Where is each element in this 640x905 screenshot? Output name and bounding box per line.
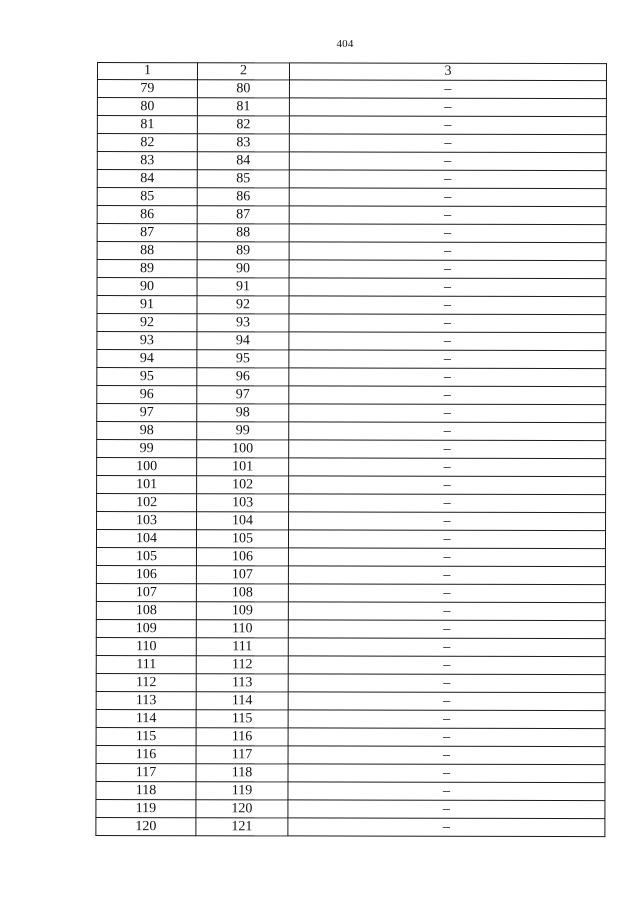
table-row — [96, 817, 605, 836]
table-cell-col-2: 115 — [196, 710, 288, 728]
table-cell-col-3: – — [289, 422, 606, 441]
table-cell-col-2: 117 — [196, 746, 288, 764]
table-cell-col-2: 97 — [197, 386, 289, 404]
column-header-1: 1 — [97, 63, 197, 80]
table-row — [96, 673, 605, 692]
table-cell-col-3: – — [289, 368, 606, 387]
table-cell-col-1: 95 — [97, 368, 197, 386]
table-cell-col-1: 91 — [97, 296, 197, 314]
table-cell-col-1: 81 — [97, 116, 197, 134]
table-cell-col-3: – — [289, 314, 606, 333]
table-cell-col-1: 112 — [96, 673, 196, 691]
table-cell-col-1: 110 — [96, 637, 196, 655]
table-row — [97, 224, 606, 243]
table-cell-col-2: 108 — [196, 584, 288, 602]
table-cell-col-1: 89 — [97, 260, 197, 278]
table-cell-col-3: – — [288, 692, 605, 711]
table-cell-col-1: 84 — [97, 170, 197, 188]
table-row — [97, 404, 606, 423]
table-cell-col-1: 116 — [96, 745, 196, 763]
table-row — [97, 440, 606, 459]
table-row — [97, 494, 606, 513]
table-cell-col-1: 108 — [96, 601, 196, 619]
table-cell-col-1: 96 — [97, 386, 197, 404]
table-row — [97, 98, 606, 117]
table-row — [96, 637, 605, 656]
table-cell-col-3: – — [288, 656, 605, 675]
table-row — [97, 152, 606, 171]
table-cell-col-1: 103 — [97, 512, 197, 530]
table-row — [96, 601, 605, 620]
table-cell-col-3: – — [288, 530, 605, 549]
table-cell-col-2: 119 — [196, 782, 288, 800]
table-cell-col-3: – — [289, 224, 606, 243]
table-cell-col-2: 96 — [197, 368, 289, 386]
table-cell-col-2: 107 — [196, 566, 288, 584]
table-cell-col-2: 109 — [196, 602, 288, 620]
table-row — [96, 691, 605, 710]
table-cell-col-3: – — [289, 152, 606, 171]
table-cell-col-1: 102 — [97, 494, 197, 512]
table-cell-col-3: – — [289, 188, 606, 207]
table-row — [96, 727, 605, 746]
table-cell-col-2: 102 — [197, 476, 289, 494]
table-cell-col-1: 82 — [97, 134, 197, 152]
table-row — [96, 781, 605, 800]
data-table — [95, 62, 607, 837]
table-cell-col-2: 91 — [197, 278, 289, 296]
table-row — [97, 296, 606, 315]
table-cell-col-2: 106 — [196, 548, 288, 566]
table-cell-col-3: – — [289, 350, 606, 369]
table-body — [96, 80, 607, 837]
table-row — [97, 476, 606, 495]
table-row — [96, 763, 605, 782]
table-cell-col-3: – — [289, 170, 606, 189]
table-cell-col-3: – — [289, 134, 606, 153]
table-cell-col-2: 114 — [196, 692, 288, 710]
table-row — [96, 655, 605, 674]
table-cell-col-2: 121 — [196, 818, 288, 836]
table-cell-col-2: 82 — [197, 116, 289, 134]
table-cell-col-1: 98 — [97, 422, 197, 440]
table-cell-col-1: 113 — [96, 691, 196, 709]
table-cell-col-2: 89 — [197, 242, 289, 260]
table-cell-col-1: 118 — [96, 781, 196, 799]
table-cell-col-2: 104 — [197, 512, 289, 530]
table-cell-col-3: – — [288, 566, 605, 585]
table-cell-col-3: – — [289, 80, 606, 99]
table-cell-col-3: – — [288, 800, 605, 819]
table-cell-col-2: 98 — [197, 404, 289, 422]
table-row — [96, 548, 605, 567]
table-cell-col-2: 92 — [197, 296, 289, 314]
table-row — [97, 350, 606, 369]
table-cell-col-3: – — [288, 674, 605, 693]
table-cell-col-2: 101 — [197, 458, 289, 476]
table-cell-col-2: 86 — [197, 188, 289, 206]
table-cell-col-3: – — [288, 746, 605, 765]
table-row — [96, 565, 605, 584]
table-cell-col-1: 115 — [96, 727, 196, 745]
column-header-3: 3 — [289, 63, 606, 81]
table-cell-col-3: – — [288, 638, 605, 657]
table-cell-col-1: 79 — [97, 80, 197, 98]
table-row — [97, 314, 606, 333]
table-row — [96, 799, 605, 818]
table-cell-col-1: 114 — [96, 709, 196, 727]
table-row — [97, 242, 606, 261]
table-row — [97, 386, 606, 405]
table-cell-col-2: 105 — [196, 530, 288, 548]
table-cell-col-1: 117 — [96, 763, 196, 781]
table-cell-col-1: 120 — [96, 817, 196, 835]
table-row — [97, 116, 606, 135]
table-cell-col-2: 118 — [196, 764, 288, 782]
table-cell-col-3: – — [289, 278, 606, 297]
table-row — [96, 583, 605, 602]
table-cell-col-2: 99 — [197, 422, 289, 440]
table-cell-col-3: – — [289, 98, 606, 117]
table-cell-col-3: – — [289, 386, 606, 405]
table-cell-col-2: 93 — [197, 314, 289, 332]
table-row — [97, 422, 606, 441]
table-cell-col-1: 86 — [97, 206, 197, 224]
table-cell-col-3: – — [289, 332, 606, 351]
table-row — [97, 278, 606, 297]
table-cell-col-1: 88 — [97, 242, 197, 260]
table-row — [97, 512, 606, 531]
table-cell-col-3: – — [288, 764, 605, 783]
table-cell-col-1: 101 — [97, 476, 197, 494]
table-cell-col-2: 100 — [197, 440, 289, 458]
table-cell-col-3: – — [289, 260, 606, 279]
table-header — [97, 63, 606, 81]
table-cell-col-3: – — [289, 494, 606, 513]
table-cell-col-1: 83 — [97, 152, 197, 170]
table-cell-col-3: – — [288, 710, 605, 729]
table-cell-col-1: 80 — [97, 98, 197, 116]
table-cell-col-1: 119 — [96, 799, 196, 817]
table-cell-col-2: 110 — [196, 620, 288, 638]
table-cell-col-3: – — [289, 440, 606, 459]
table-cell-col-3: – — [288, 818, 605, 837]
table-cell-col-2: 84 — [197, 152, 289, 170]
table-cell-col-3: – — [289, 512, 606, 531]
table-cell-col-1: 111 — [96, 655, 196, 673]
column-header-2: 2 — [197, 63, 289, 80]
table-cell-col-1: 97 — [97, 404, 197, 422]
table-cell-col-2: 95 — [197, 350, 289, 368]
table-cell-col-1: 106 — [96, 565, 196, 583]
table-cell-col-2: 87 — [197, 206, 289, 224]
table-cell-col-2: 94 — [197, 332, 289, 350]
table-cell-col-1: 90 — [97, 278, 197, 296]
table-cell-col-2: 111 — [196, 638, 288, 656]
table-row — [97, 260, 606, 279]
table-cell-col-1: 94 — [97, 350, 197, 368]
table-row — [97, 368, 606, 387]
table-cell-col-2: 80 — [197, 80, 289, 98]
table-cell-col-2: 112 — [196, 656, 288, 674]
table-cell-col-3: – — [288, 782, 605, 801]
table-cell-col-1: 87 — [97, 224, 197, 242]
table-row — [97, 458, 606, 477]
table-cell-col-1: 107 — [96, 583, 196, 601]
table-cell-col-1: 100 — [97, 458, 197, 476]
table-row — [97, 170, 606, 189]
table-cell-col-3: – — [288, 620, 605, 639]
table-cell-col-3: – — [289, 476, 606, 495]
table-cell-col-3: – — [288, 548, 605, 567]
table-row — [96, 619, 605, 638]
table-cell-col-3: – — [288, 602, 605, 621]
table-cell-col-2: 81 — [197, 98, 289, 116]
table-cell-col-1: 109 — [96, 619, 196, 637]
table-cell-col-3: – — [288, 584, 605, 603]
table-row — [96, 709, 605, 728]
table-cell-col-3: – — [289, 206, 606, 225]
table-cell-col-1: 85 — [97, 188, 197, 206]
table-cell-col-2: 85 — [197, 170, 289, 188]
table-cell-col-1: 104 — [96, 530, 196, 548]
table-row — [96, 745, 605, 764]
table-cell-col-2: 120 — [196, 800, 288, 818]
table-cell-col-1: 92 — [97, 314, 197, 332]
table-cell-col-1: 105 — [96, 548, 196, 566]
table-cell-col-2: 116 — [196, 728, 288, 746]
table-cell-col-2: 103 — [197, 494, 289, 512]
header-row — [97, 63, 606, 81]
page-number: 404 — [336, 38, 354, 50]
table-cell-col-3: – — [289, 458, 606, 477]
table-cell-col-2: 90 — [197, 260, 289, 278]
table-cell-col-3: – — [289, 296, 606, 315]
table-cell-col-2: 83 — [197, 134, 289, 152]
table-row — [97, 188, 606, 207]
table-cell-col-3: – — [289, 116, 606, 135]
table-cell-col-1: 93 — [97, 332, 197, 350]
table-row — [97, 80, 606, 99]
table-cell-col-3: – — [289, 242, 606, 261]
table-row — [97, 332, 606, 351]
table-cell-col-2: 113 — [196, 674, 288, 692]
table-cell-col-2: 88 — [197, 224, 289, 242]
table-row — [96, 530, 605, 549]
table-row — [97, 206, 606, 225]
table-row — [97, 134, 606, 153]
table-cell-col-3: – — [289, 404, 606, 423]
table-cell-col-3: – — [288, 728, 605, 747]
table-cell-col-1: 99 — [97, 440, 197, 458]
